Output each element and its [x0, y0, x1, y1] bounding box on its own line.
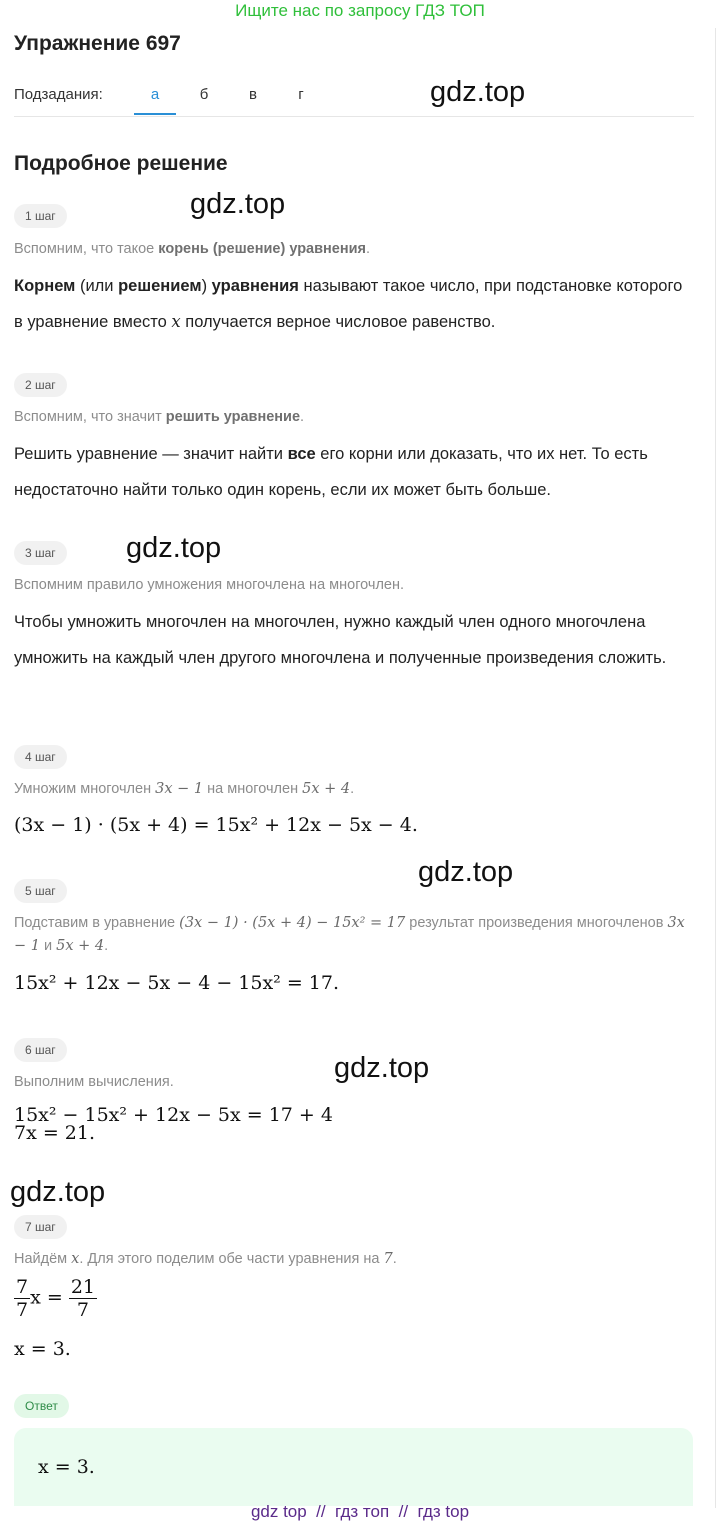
watermark: gdz.top: [126, 532, 222, 564]
step-badge: 6 шаг: [14, 1038, 67, 1062]
watermark: gdz.top: [334, 1052, 430, 1084]
tab-v[interactable]: в: [249, 86, 257, 103]
tab-a[interactable]: а: [150, 86, 160, 103]
subtasks-label: Подзадания:: [14, 86, 103, 103]
step-badge: 4 шаг: [14, 745, 67, 769]
step-hint: Выполним вычисления.: [14, 1074, 174, 1090]
tab-b[interactable]: б: [199, 86, 209, 103]
answer-box: [14, 1428, 693, 1506]
top-banner: Ищите нас по запросу ГДЗ ТОП: [235, 1, 485, 20]
step-badge: 1 шаг: [14, 204, 67, 228]
step-math: (3x − 1) · (5x + 4) = 15x² + 12x − 5x − 4.: [14, 814, 418, 836]
step-hint: Вспомним, что такое корень (решение) уравнения.: [14, 241, 371, 257]
active-tab-indicator: [134, 113, 176, 115]
step-hint: Подставим в уравнение (3x − 1) · (5x + 4) − 15x² = 17 результат произведения многочленов 3x − 1 и 5x + 4.: [14, 915, 685, 954]
step-math: $\frac{7}{7}$ x = $\frac{21}{7}$: [16, 1276, 96, 1321]
section-title: Подробное решение: [14, 152, 228, 175]
step-text: Решить уравнение — значит найти все его корни или доказать, что их нет. То есть недостаточно найти только один корень, если их может быть больше.: [14, 445, 648, 499]
answer-math: x = 3.: [38, 1456, 95, 1478]
divider: [14, 116, 694, 117]
step-math: 15x² + 12x − 5x − 4 − 15x² = 17.: [14, 972, 340, 994]
footer: gdz top // гдз топ // гдз top: [250, 1502, 470, 1521]
watermark: gdz.top: [418, 856, 514, 888]
answer-badge: Ответ: [14, 1394, 69, 1418]
step-text: Чтобы умножить многочлен на многочлен, нужно каждый член одного многочлена умножить на каждый член другого многочлена и полученные произведения сложить.: [14, 613, 667, 667]
tab-g[interactable]: г: [298, 86, 304, 103]
watermark: gdz.top: [190, 188, 286, 220]
divider: [715, 28, 716, 1508]
step-badge: 3 шаг: [14, 541, 67, 565]
step-hint: Вспомним правило умножения многочлена на многочлен.: [14, 577, 405, 593]
step-hint: Вспомним, что значит решить уравнение.: [14, 409, 305, 425]
step-math: 15x² − 15x² + 12x − 5x = 17 + 4: [14, 1104, 333, 1126]
fraction: $\frac{21}{7}$: [70, 1276, 96, 1321]
watermark: gdz.top: [430, 76, 526, 108]
step-badge: 2 шаг: [14, 373, 67, 397]
step-hint: Умножим многочлен 3x − 1 на многочлен 5x + 4.: [14, 781, 355, 797]
step-badge: 7 шаг: [14, 1215, 67, 1239]
step-math: x = 3.: [14, 1338, 71, 1360]
step-badge: 5 шаг: [14, 879, 67, 903]
step-hint: Найдём x. Для этого поделим обе части уравнения на 7.: [14, 1251, 397, 1267]
watermark: gdz.top: [10, 1176, 106, 1208]
step-text: Корнем (или решением) уравнения называют такое число, при подстановке которого в уравнение вместо x получается верное числовое равенство.: [14, 277, 683, 331]
fraction: $\frac{7}{7}$: [16, 1276, 29, 1321]
step-math: 7x = 21.: [14, 1122, 96, 1144]
page-title: Упражнение 697: [14, 32, 181, 55]
